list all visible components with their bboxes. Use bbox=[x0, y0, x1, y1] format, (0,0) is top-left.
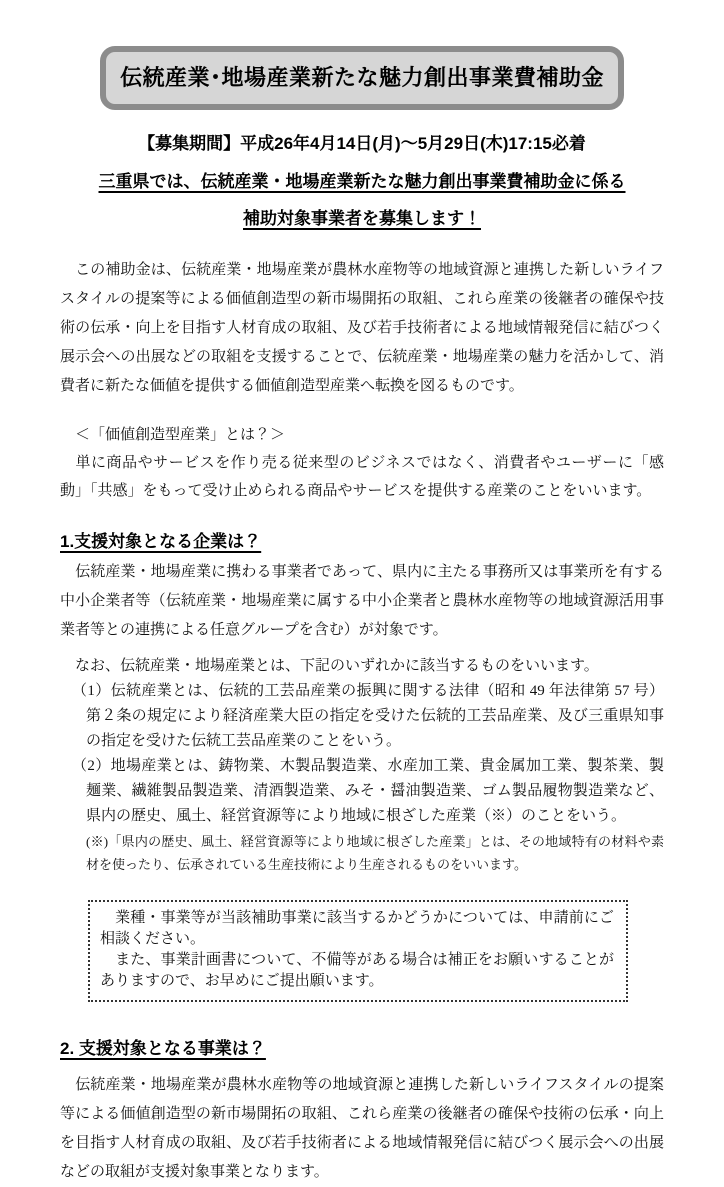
section1-note: (※)「県内の歴史、風土、経営資源等により地域に根ざした産業」とは、その地域特有の材料や素材を使ったり、伝承されている生産技術により生産されるものをいいます。 bbox=[86, 834, 664, 873]
recruitment-period-line: 【募集期間】平成26年4月14日(月)～5月29日(木)17:15必着 bbox=[138, 134, 586, 154]
section1-paragraph-1: 伝統産業・地場産業に携わる事業者であって、県内に主たる事務所又は事業所を有する中小企業者等（伝統産業・地場産業に属する中小企業者と農林水産物等の地域資源活用事業者等との連携による任意グループを含む）が対象です。 bbox=[60, 564, 664, 639]
headline-line-1: 三重県では、伝統産業・地場産業新たな魅力創出事業費補助金に係る bbox=[98, 172, 626, 192]
page-title: 伝統産業･地場産業新たな魅力創出事業費補助金 bbox=[119, 65, 604, 90]
definition-paragraph: 単に商品やサービスを作り売る従来型のビジネスではなく、消費者やユーザーに「感動」「共感」をもって受け止められる商品やサービスを提供する産業のことをいいます。 bbox=[60, 455, 664, 500]
section2-paragraph: 伝統産業・地場産業が農林水産物等の地域資源と連携した新しいライフスタイルの提案等による価値創造型の新市場開拓の取組、これら産業の後継者の確保や技術の伝承・向上を目指す人材育成の取組、及び若手技術者による地域情報発信に結びつく展示会への出展などの取組が支援対象事業となります。 bbox=[60, 1077, 664, 1181]
notice-line-2: また、事業計画書について、不備等がある場合は補正をお願いすることがありますので、お早めにご提出願います。 bbox=[100, 952, 614, 990]
section1-item-2: （2）地場産業とは、鋳物業、木製品製造業、水産加工業、貴金属加工業、製茶業、製麺業、繊維製品製造業、清酒製造業、みそ・醤油製造業、ゴム製品履物製造業など、県内の歴史、風土、経営資源等により地域に根ざした産業（※）のことをいう。 bbox=[72, 758, 664, 825]
intro-paragraph: この補助金は、伝統産業・地場産業が農林水産物等の地域資源と連携した新しいライフスタイルの提案等による価値創造型の新市場開拓の取組、これら産業の後継者の確保や技術の伝承・向上を目指す人材育成の取組、及び若手技術者による地域情報発信に結びつく展示会への出展などの取組を支援することで、伝統産業・地場産業の魅力を活かして、消費者に新たな価値を提供する価値創造型産業へ転換を図るものです。 bbox=[60, 262, 664, 395]
section1-heading: 1.支援対象となる企業は？ bbox=[60, 532, 262, 552]
definition-heading: ＜「価値創造型産業」とは？＞ bbox=[60, 427, 286, 444]
section1-item-1: （1）伝統産業とは、伝統的工芸品産業の振興に関する法律（昭和 49 年法律第 57 号）第２条の規定により経済産業大臣の指定を受けた伝統的工芸品産業、及び三重県知事の指定を受けた伝統工芸品産業のことをいう。 bbox=[72, 683, 664, 750]
headline-line-2: 補助対象事業者を募集します！ bbox=[243, 209, 481, 229]
section2-heading: 2. 支援対象となる事業は？ bbox=[60, 1039, 266, 1059]
section1-paragraph-2: なお、伝統産業・地場産業とは、下記のいずれかに該当するものをいいます。 bbox=[60, 658, 599, 675]
title-banner bbox=[100, 46, 624, 110]
notice-line-1: 業種・事業等が当該補助事業に該当するかどうかについては、申請前にご相談ください。 bbox=[100, 910, 614, 948]
notice-box bbox=[88, 900, 628, 1002]
